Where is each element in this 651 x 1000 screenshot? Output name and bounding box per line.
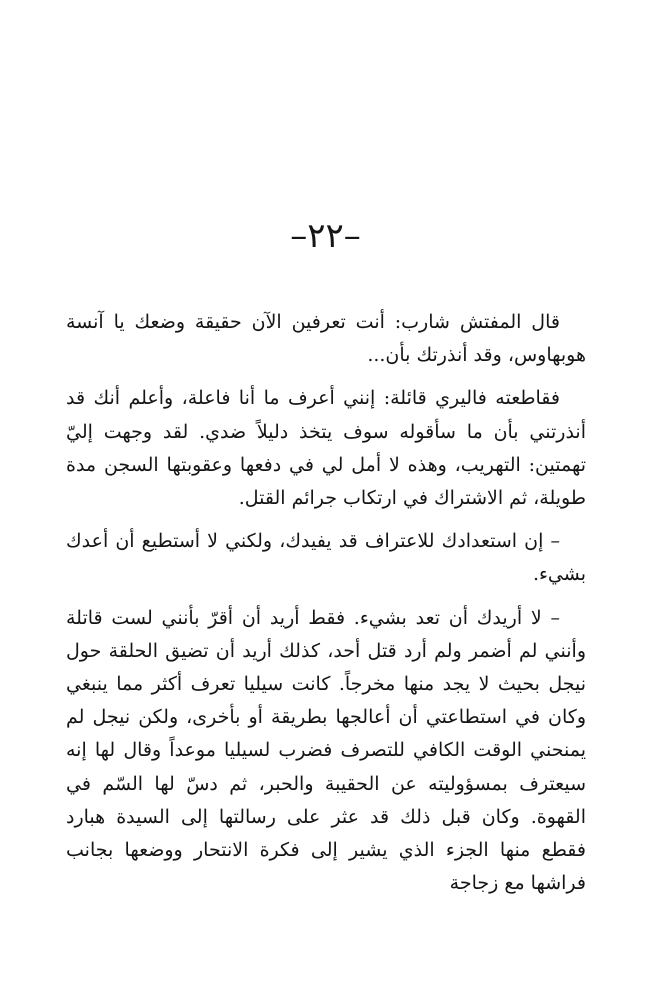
body-text [66, 306, 586, 910]
chapter-number: –٢٢– [290, 216, 361, 256]
paragraph: فقاطعته فاليري قائلة: إنني أعرف ما أنا فاعلة، وأعلم أنك قد أنذرتني بأن ما سأقوله سوف يتخذ دليلاً ضدي. لقد وجهت إليّ تهمتين: التهريب، وهذه لا أمل لي في دفعها وعقوبتها السجن مدة طويلة، ثم الاشتراك في ارتكاب جرائم القتل. [66, 387, 586, 510]
paragraph: – لا أريدك أن تعد بشيء. فقط أريد أن أقرّ بأنني لست قاتلة وأنني لم أضمر ولم أرد قتل أحد، كذلك أريد أن تضيق الحلقة حول نيجل بحيث لا يجد منها مخرجاً. كانت سيليا تعرف أكثر مما ينبغي وكان في استطاعتي أن أعالجها بطريقة أو بأخرى، ولكن نيجل لم يمنحني الوقت الكافي للتصرف فضرب لسيليا موعداً وقال لها إنه سيعترف بمسؤوليته عن الحقيبة والحبر، ثم دسّ لها السّم في القهوة. وكان قبل ذلك قد عثر على رسالتها إلى السيدة هبارد فقطع منها الجزء الذي يشير إلى فكرة الانتحار ووضعها بجانب فراشها مع زجاجة [66, 606, 586, 895]
paragraph: قال المفتش شارب: أنت تعرفين الآن حقيقة وضعك يا آنسة هوبهاوس، وقد أنذرتك بأن... [66, 311, 586, 367]
paragraph: – إن استعدادك للاعتراف قد يفيدك، ولكني لا أستطيع أن أعدك بشيء. [66, 530, 586, 586]
